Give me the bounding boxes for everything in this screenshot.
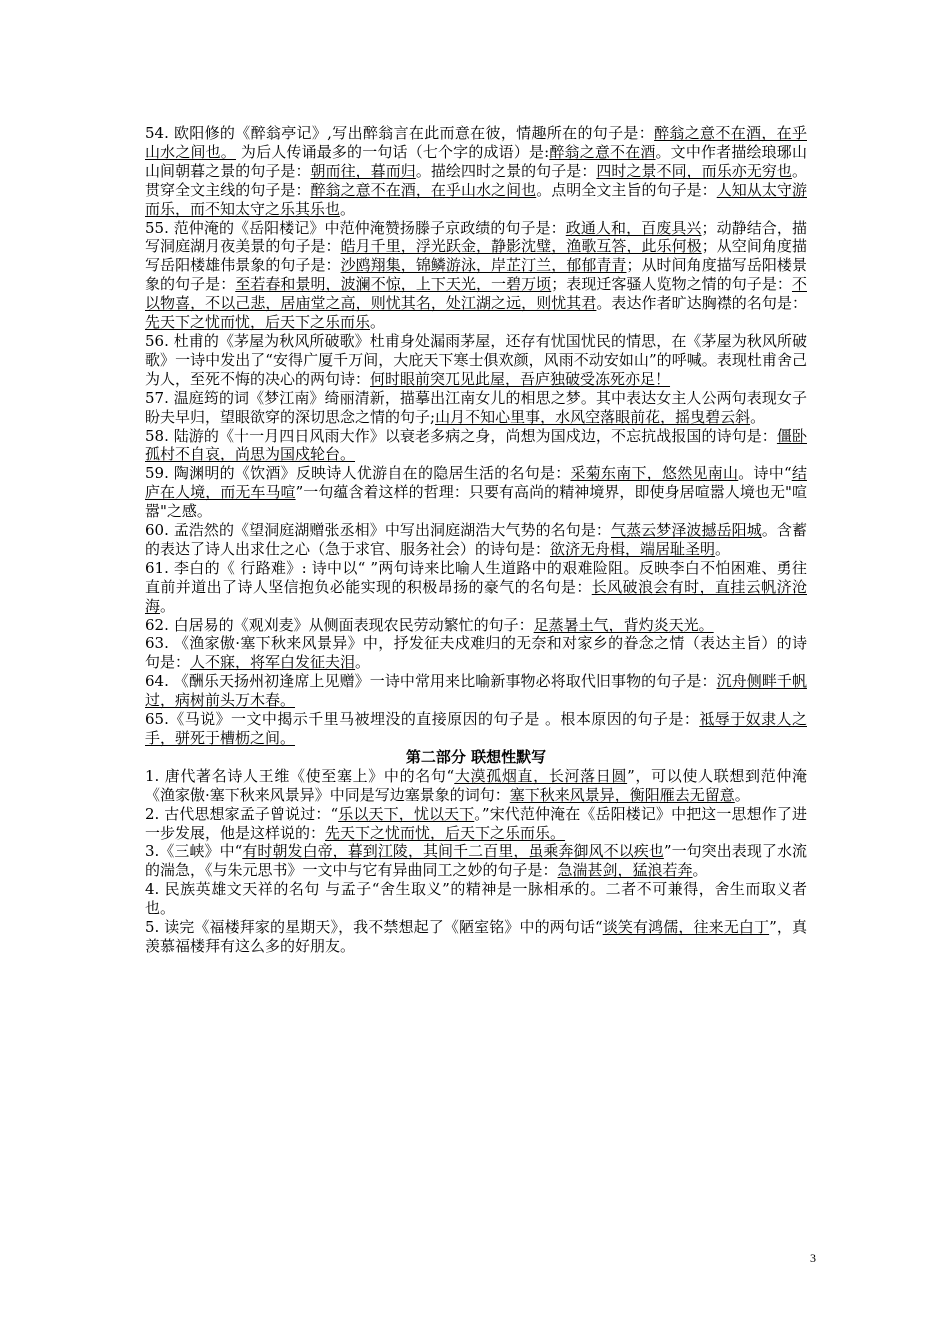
question-text: 63. 《渔家傲·塞下秋来风景异》中，抒发征夫戍难归的无奈和对家乡的眷念之情（表达主旨）的诗句是： — [145, 634, 807, 672]
answer-text: 皓月千里，浮光跃金，静影沈璧，渔歌互答，此乐何极 — [340, 237, 702, 256]
question-text: 。贯穿全文主线的句子是： — [145, 161, 807, 199]
question-text: 。表达作者旷达胸襟的名句是： — [596, 294, 807, 313]
answer-text: 人不寐，将军白发征夫泪 — [190, 653, 356, 672]
answer-text: 人知从太守游而乐，而不知太守之乐其乐也 — [145, 180, 807, 218]
question-item-p3 — [145, 842, 807, 880]
question-text: 。 — [750, 407, 766, 426]
answer-text: 采菊东南下，悠然见南山 — [570, 464, 739, 483]
answer-text: 四时之景不同，而乐亦无穷也 — [596, 161, 792, 180]
answer-text: 何时眼前突兀见此屋，吾庐独破受冻死亦足！ — [370, 369, 671, 388]
question-text: 61. 李白的《 行路难》: 诗中以“ ”两句诗来比喻人生道路中的艰难险阻。反映李白不怕困难、勇往直前并道出了诗人坚信抱负必能实现的积极昂扬的豪气的名句是： — [145, 558, 807, 596]
question-text: 60. 孟浩然的《望洞庭湖赠张丞相》中写出洞庭湖浩大气势的名句是： — [145, 521, 612, 540]
question-text: ”一句突出表现了水流的湍急，《与朱元思书》一文中与它有异曲同工之妙的句子是： — [145, 842, 808, 880]
question-text: 4. 民族英雄文天祥的名句 与孟子“舍生取义”的精神是一脉相承的。二者不可兼得，舍生而取义者也。 — [145, 880, 807, 918]
question-item-q54 — [145, 124, 807, 219]
question-text: 3.《三峡》中“ — [145, 842, 243, 861]
question-item-p2 — [145, 805, 807, 843]
answer-text: 醉翁之意不在酒，在乎山水之间也 — [310, 180, 537, 199]
answer-text: 塞下秋来风景异，衡阳雁去无留意 — [509, 785, 735, 804]
question-text: 。含蓄的表达了诗人出求仕之心（急于求官、服务社会）的诗句是： — [145, 521, 807, 558]
question-text: 62. 白居易的《观刈麦》从侧面表现农民劳动繁忙的句子： — [145, 615, 534, 634]
question-item-q63 — [145, 634, 807, 672]
question-text: 。 — [340, 199, 356, 218]
question-item-q61 — [145, 559, 807, 616]
question-text: 。 — [160, 596, 176, 615]
question-text: 65.《马说》一文中揭示千里马被埋没的直接原因的句子是 。根本原因的句子是： — [145, 710, 700, 729]
part1-list — [145, 124, 807, 748]
question-item-q59 — [145, 464, 807, 521]
question-item-q64 — [145, 672, 807, 710]
question-text: 2. 古代思想家孟子曾说过：“ — [145, 804, 339, 823]
answer-text: 乐以天下，忧以天下 — [338, 804, 475, 823]
question-text: 59. 陶渊明的《饮酒》反映诗人优游自在的隐居生活的名句是： — [145, 464, 571, 483]
question-item-q57 — [145, 389, 807, 427]
question-text: 。 — [734, 785, 750, 804]
question-text: ”，真羡慕福楼拜有这么多的好朋友。 — [145, 918, 807, 955]
question-text: ”一句蕴含着这样的哲理：只要有高尚的精神境界，即使身居喧嚣人境也无"喧嚣"之感。 — [145, 483, 807, 521]
answer-text: 不以物喜，不以己悲，居庙堂之高，则忧其名，处江湖之远，则忧其君 — [145, 275, 807, 313]
question-text: ；从空间角度描写岳阳楼雄伟景象的句子是： — [145, 237, 807, 275]
answer-text: 醉翁之意不在酒，在乎山水之间也。 — [145, 124, 807, 161]
answer-text: 结庐在人境，而无车马喧 — [145, 464, 807, 502]
question-text: 。文中作者描绘琅琊山山间朝暮之景的句子是： — [145, 142, 807, 180]
answer-text: 僵卧孤村不自哀，尚思为国戍轮台。 — [145, 426, 807, 464]
question-text: 1. 唐代著名诗人王维《使至塞上》中的名句“ — [145, 766, 455, 785]
question-text: ；动静结合，描写洞庭湖月夜美景的句子是： — [145, 218, 807, 256]
question-text: 。点明全文主旨的句子是： — [536, 180, 717, 199]
question-item-q55 — [145, 219, 807, 332]
question-text: 57. 温庭筠的词《梦江南》绮丽清新，描摹出江南女儿的相思之梦。其中表达女主人公两句表现女子盼夫早归，望眼欲穿的深切思念之情的句子; — [145, 388, 807, 426]
answer-text: 长风破浪会有时，直挂云帆济沧海 — [145, 577, 807, 615]
question-text: ；表现迁客骚人览物之情的句子是： — [551, 275, 792, 294]
question-text: 54. 欧阳修的《醉翁亭记》,写出醉翁言在此而意在彼，情趣所在的句子是： — [145, 124, 655, 142]
question-item-q62 — [145, 616, 807, 635]
question-text: 。 — [692, 861, 708, 880]
question-text: 5. 读完《福楼拜家的星期天》，我不禁想起了《陋室铭》中的两句话“ — [145, 918, 603, 937]
page-number: 3 — [810, 1251, 816, 1265]
answer-text: 谈笑有鸿儒，往来无白丁 — [602, 918, 770, 937]
answer-text: 沉舟侧畔千帆过，病树前头万木春。 — [145, 672, 807, 710]
question-text: 。 — [715, 539, 731, 558]
answer-text: 气蒸云梦泽波撼岳阳城 — [611, 521, 762, 540]
answer-text: 先天下之忧而忧，后天下之乐而乐。 — [325, 823, 566, 842]
answer-text: 大漠孤烟直，长河落日圆 — [454, 766, 628, 785]
answer-text: 山月不知心里事，水风空落眼前花，摇曳碧云斜 — [435, 407, 751, 426]
answer-text: 沙鸥翔集，锦鳞游泳，岸芷汀兰，郁郁青青 — [340, 256, 627, 275]
answer-text: 足蒸暑土气，背灼炎天光。 — [533, 615, 714, 634]
answer-text: 急湍甚剑，猛浪若奔 — [557, 861, 693, 880]
answer-text: 先天下之忧而忧，后天下之乐而乐 — [145, 313, 371, 332]
answer-text: 有时朝发白帝，暮到江陵，其间千二百里，虽乘奔御风不以疾也 — [242, 842, 664, 861]
answer-text: 至若春和景明，波澜不惊，上下天光，一碧万顷 — [235, 275, 552, 294]
question-text: 。 — [370, 313, 386, 332]
answer-text: 朝而往，暮而归 — [310, 161, 416, 180]
question-item-q56 — [145, 332, 807, 389]
answer-text: 欲济无舟楫，端居耻圣明 — [550, 539, 716, 558]
page-content — [145, 124, 807, 956]
part2-list — [145, 767, 807, 956]
question-text: 。描绘四时之景的句子是： — [415, 161, 597, 180]
answer-text: 政通人和，百废具兴 — [565, 218, 702, 237]
answer-text: 祗辱于奴隶人之手，骈死于槽枥之间。 — [145, 710, 807, 747]
question-text: 。 — [355, 653, 371, 672]
question-item-p1 — [145, 767, 807, 805]
section-title: 第二部分 联想性默写 — [405, 747, 547, 766]
question-text: 。诗中“ — [738, 464, 792, 483]
question-text: ；从时间角度描写岳阳楼景象的句子是： — [145, 256, 807, 294]
question-text: 为后人传诵最多的一句话（七个字的成语）是: — [235, 142, 550, 161]
question-item-p4 — [145, 880, 807, 918]
question-text: 55. 范仲淹的《岳阳楼记》中范仲淹赞扬滕子京政绩的句子是： — [145, 218, 566, 237]
question-text: 64. 《酬乐天扬州初逢席上见赠》一诗中常用来比喻新事物必将取代旧事物的句子是： — [145, 672, 717, 691]
question-item-q65 — [145, 710, 807, 748]
question-item-p5 — [145, 918, 807, 956]
question-text: 56. 杜甫的《茅屋为秋风所破歌》杜甫身处漏雨茅屋，还存有忧国忧民的情思，在《茅屋为秋风所破歌》一诗中发出了“安得广厦千万间，大庇天下寒士俱欢颜，风雨不动安如山”的呼喊。表现杜甫舍己为人，至死不悔的决心的两句诗： — [145, 331, 807, 388]
question-text: 58. 陆游的《十一月四日风雨大作》以衰老多病之身，尚想为国戍边，不忘抗战报国的诗句是： — [145, 426, 777, 445]
answer-text: 醉翁之意不在酒 — [549, 142, 656, 161]
question-item-q60 — [145, 521, 807, 559]
question-item-q58 — [145, 427, 807, 465]
question-text: 。”宋代范仲淹在《岳阳楼记》中把这一思想作了进一步发展，他是这样说的： — [145, 804, 807, 842]
question-text: ”，可以使人联想到范仲淹《渔家傲·塞下秋来风景异》中同是写边塞景象的词句： — [145, 766, 807, 804]
